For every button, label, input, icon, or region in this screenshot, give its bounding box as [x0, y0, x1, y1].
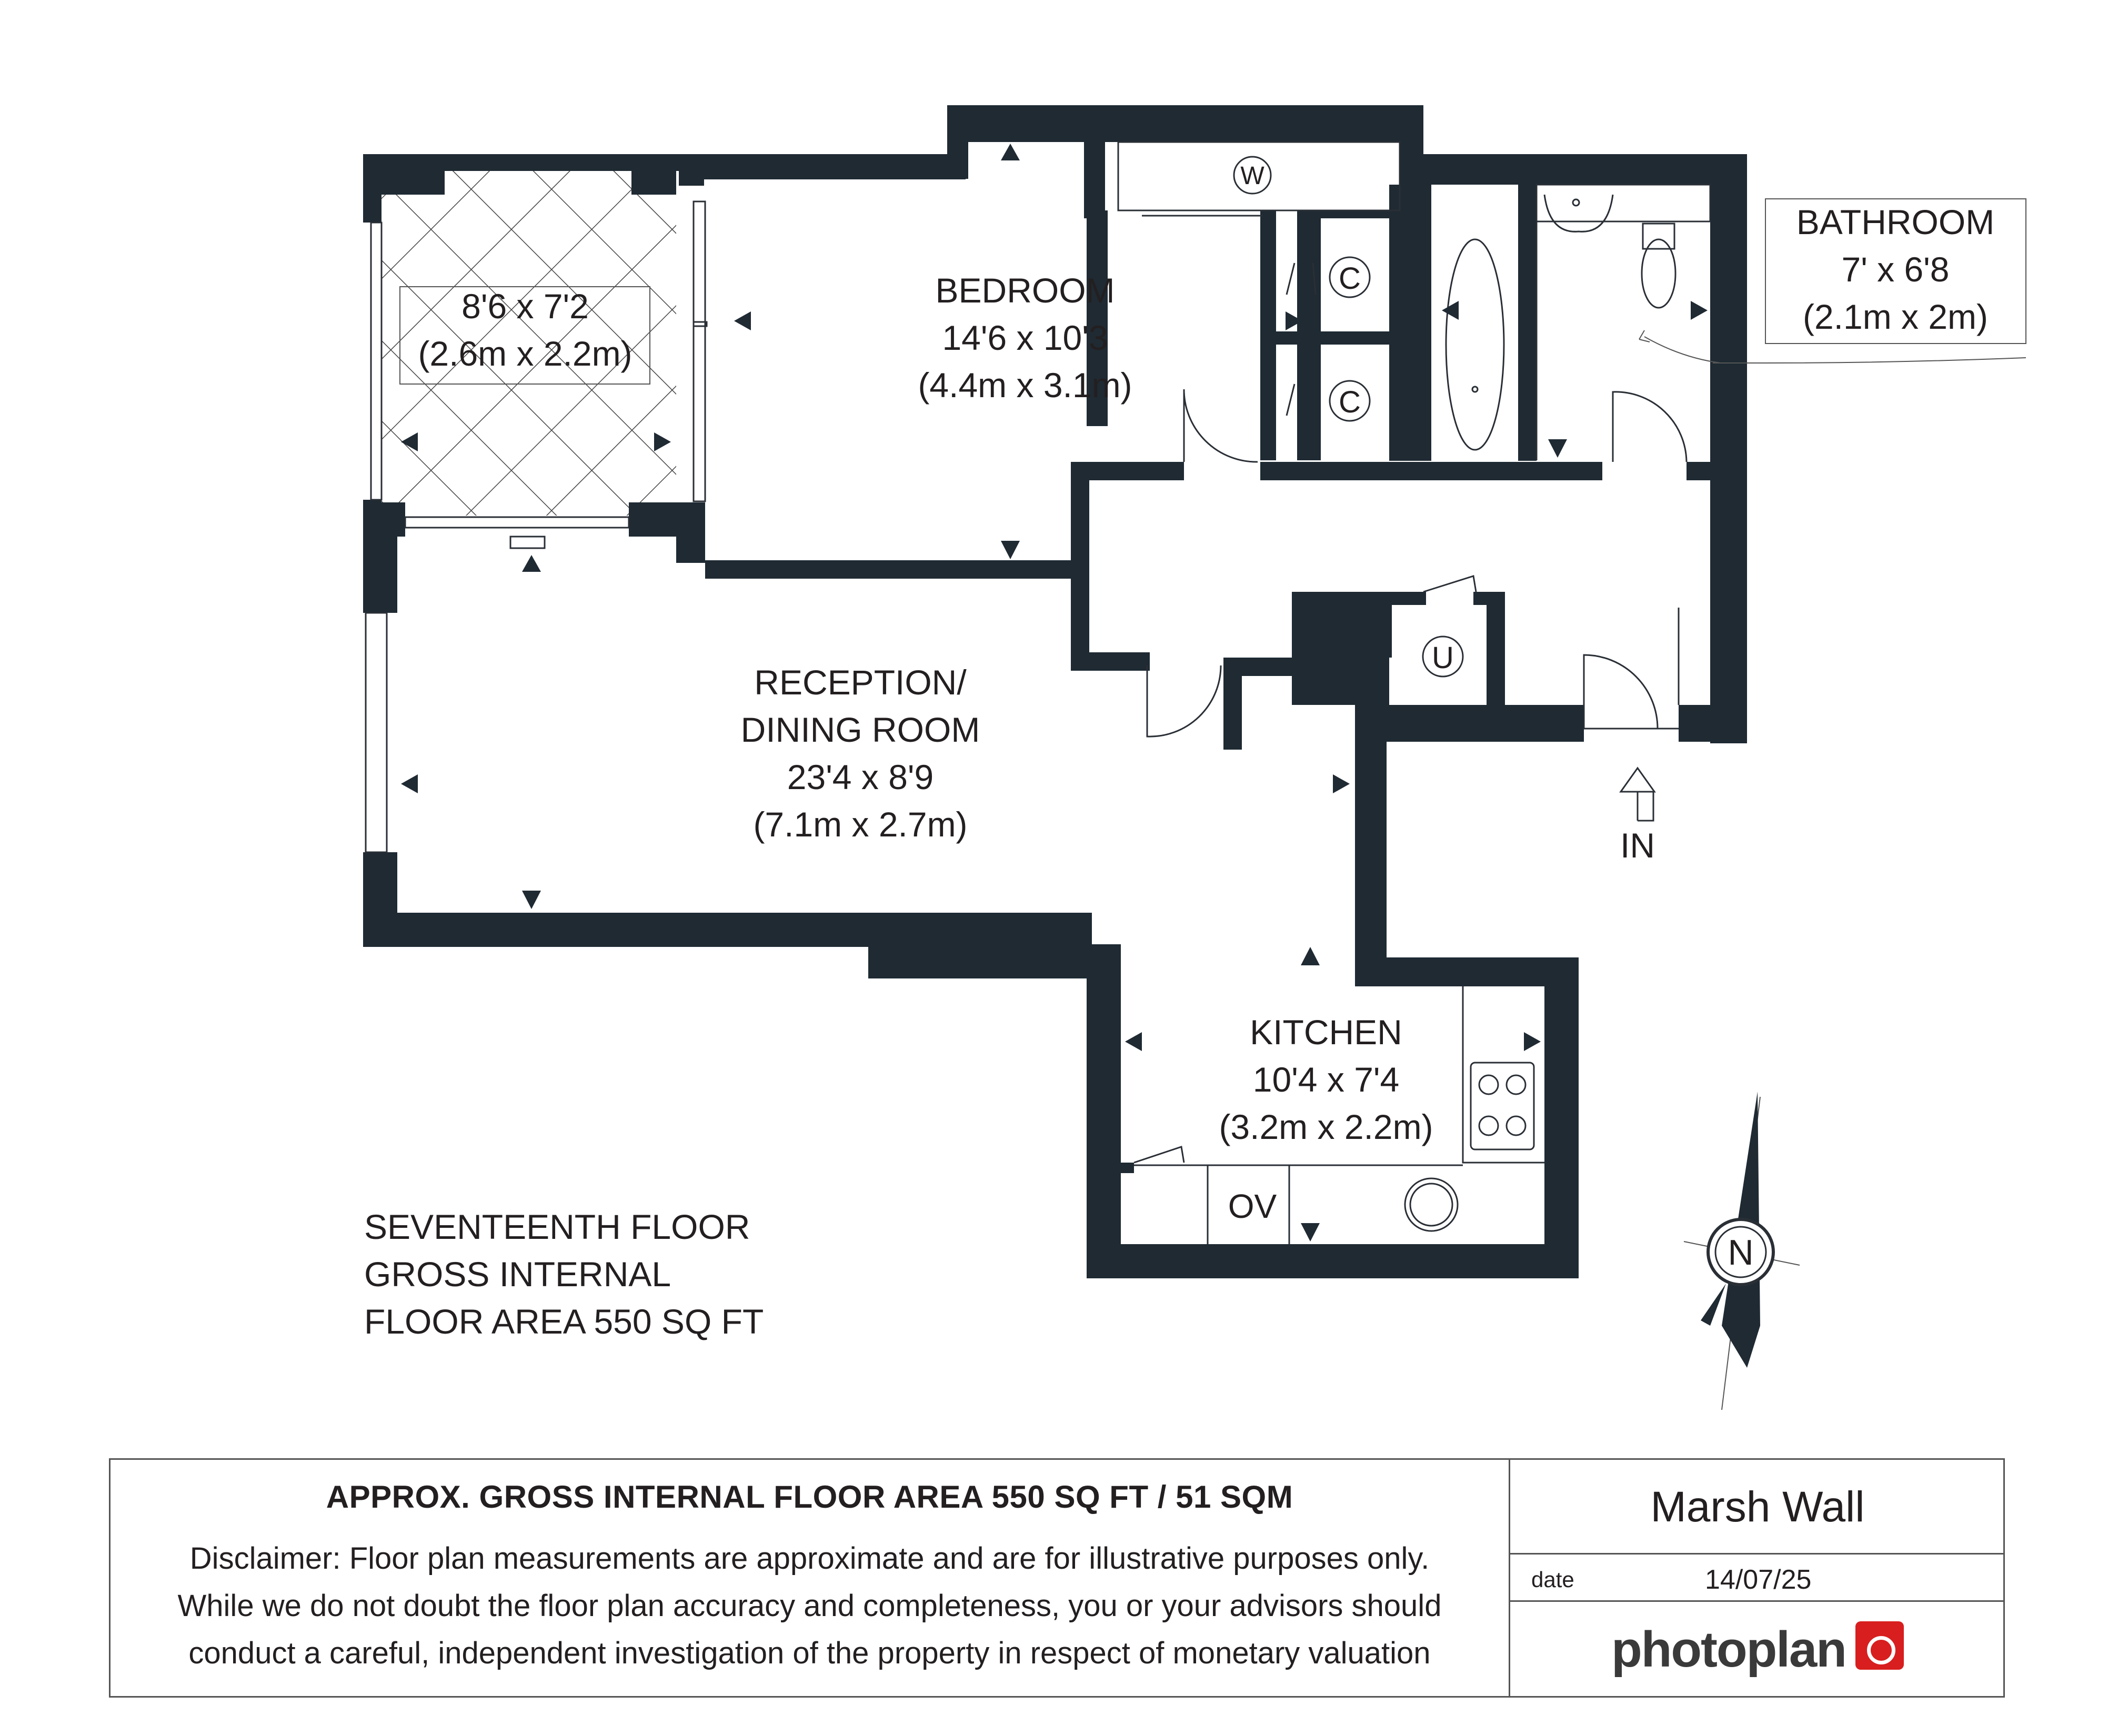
reception-name-line1: RECEPTION/ — [754, 663, 967, 702]
bedroom-name: BEDROOM — [935, 271, 1115, 310]
disclaimer-line-1: Disclaimer: Floor plan measurements are approximate and are for illustrative purposes only. — [189, 1541, 1430, 1576]
kitchen-name: KITCHEN — [1250, 1013, 1402, 1052]
reception-dimensions-metric: (7.1m x 2.7m) — [753, 805, 968, 844]
balcony-dimensions-metric: (2.6m x 2.2m) — [418, 334, 633, 373]
floor-info-line3: FLOOR AREA 550 SQ FT — [364, 1302, 764, 1341]
floor-area-heading: APPROX. GROSS INTERNAL FLOOR AREA 550 SQ FT / 51 SQM — [326, 1479, 1293, 1515]
footer-disclaimer-panel — [111, 1460, 1510, 1696]
date-value: 14/07/25 — [1705, 1565, 1812, 1595]
date-row — [1510, 1555, 2005, 1602]
bedroom-dimensions-metric: (4.4m x 3.1m) — [918, 366, 1132, 405]
brand-logo — [1510, 1602, 2005, 1698]
date-label: date — [1531, 1567, 1574, 1592]
disclaimer-block — [111, 1535, 1509, 1677]
bathroom-dimensions: 7' x 6'8 — [1841, 250, 1950, 289]
entrance-label: IN — [1620, 826, 1655, 865]
bathroom-name: BATHROOM — [1796, 203, 1995, 241]
kitchen-dimensions-metric: (3.2m x 2.2m) — [1219, 1107, 1433, 1146]
reception-name-line2: DINING ROOM — [740, 710, 980, 749]
utility-label: U — [1432, 641, 1454, 675]
brand-name: photoplan — [1611, 1621, 1846, 1678]
footer-info-panel — [1510, 1460, 2005, 1696]
disclaimer-line-3: conduct a careful, independent investigation of the property in respect of monetary valuation — [188, 1636, 1431, 1670]
reception-dimensions: 23'4 x 8'9 — [787, 758, 934, 796]
cupboard-label-2: C — [1339, 385, 1361, 419]
oven-label: OV — [1228, 1187, 1277, 1225]
entrance-arrow-icon — [1621, 768, 1654, 821]
disclaimer-line-2: While we do not doubt the floor plan accuracy and completeness, you or your advisors should — [177, 1589, 1442, 1623]
floor-info-line1: SEVENTEENTH FLOOR — [364, 1207, 750, 1246]
kitchen-dimensions: 10'4 x 7'4 — [1252, 1060, 1400, 1099]
balcony-dimensions: 8'6 x 7'2 — [461, 287, 589, 326]
camera-icon — [1855, 1621, 1904, 1670]
bedroom-dimensions: 14'6 x 10'3 — [942, 318, 1108, 357]
cupboard-label-1: C — [1339, 261, 1361, 296]
compass-north-label: N — [1728, 1233, 1754, 1273]
footer-panel — [109, 1458, 2005, 1698]
bathroom-dimensions-metric: (2.1m x 2m) — [1802, 297, 1989, 336]
wardrobe-label: W — [1240, 162, 1264, 190]
property-address: Marsh Wall — [1510, 1460, 2005, 1555]
floor-info-line2: GROSS INTERNAL — [364, 1255, 671, 1294]
